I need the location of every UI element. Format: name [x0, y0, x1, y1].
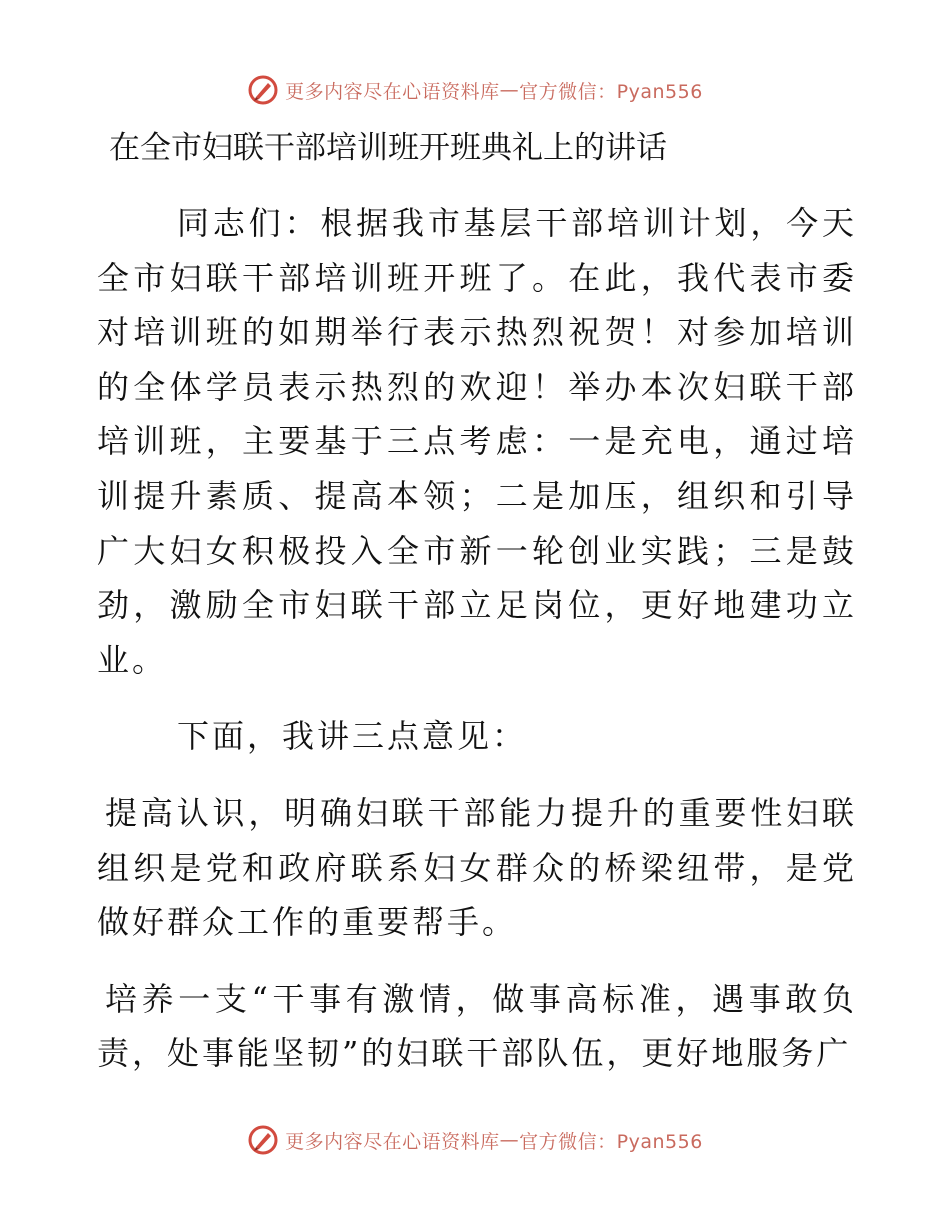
- paragraph-point-two: 培养一支“干事有激情，做事高标准，遇事敢负责，处事能坚韧”的妇联干部队伍，更好地服务广: [97, 979, 857, 1073]
- watermark-text: 更多内容尽在心语资料库: [285, 1130, 500, 1153]
- paragraph-opening: 同志们：根据我市基层干部培训计划，今天全市妇联干部培训班开班了。在此，我代表市委对培训班的如期举行表示热烈祝贺！对参加培训的全体学员表示热烈的欢迎！举办本次妇联干部培训班，主要基于三点考虑：一是充电，通过培训提升素质、提高本领；二是加压，组织和引导广大妇女积极投入全市新一轮创业实践；三是鼓劲，激励全市妇联干部立足岗位，更好地建功立业。: [97, 204, 857, 679]
- pen-logo-icon: [247, 74, 279, 106]
- footer-watermark: [0, 1120, 950, 1160]
- document-title: 在全市妇联干部培训班开班典礼上的讲话: [109, 130, 667, 166]
- watermark-separator: —: [499, 79, 520, 101]
- paragraph-outline: 下面，我讲三点意见：: [177, 717, 528, 756]
- document-body: [97, 118, 857, 1081]
- paragraph-point-one: 提高认识，明确妇联干部能力提升的重要性妇联组织是党和政府联系妇女群众的桥梁纽带，是党做好群众工作的重要帮手。: [97, 793, 857, 942]
- watermark-text: 更多内容尽在心语资料库: [285, 80, 500, 103]
- watermark-contact: 官方微信：Pyan556: [519, 80, 703, 103]
- watermark-contact: 官方微信：Pyan556: [519, 1130, 703, 1153]
- watermark-separator: —: [499, 1129, 520, 1151]
- pen-logo-icon: [247, 1124, 279, 1156]
- header-watermark: [0, 70, 950, 110]
